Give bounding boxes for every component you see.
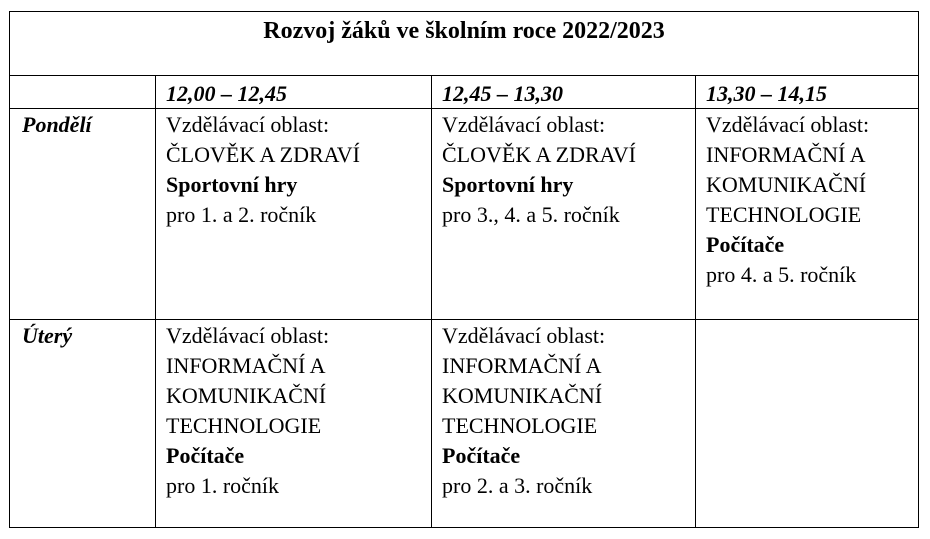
time-header-2: 12,45 – 13,30 xyxy=(442,81,563,106)
area-name: KOMUNIKAČNÍ xyxy=(166,383,327,408)
subject-name: Počítače xyxy=(166,443,245,468)
day-label-tuesday: Úterý xyxy=(22,323,73,348)
area-name: TECHNOLOGIE xyxy=(442,413,598,438)
area-name: KOMUNIKAČNÍ xyxy=(706,172,867,197)
area-name: INFORMAČNÍ A xyxy=(166,353,326,378)
day-row-divider xyxy=(10,319,918,320)
grades-text: pro 3., 4. a 5. ročník xyxy=(442,202,620,227)
lesson-cell xyxy=(442,321,605,501)
area-label: Vzdělávací oblast: xyxy=(706,112,870,137)
lesson-cell xyxy=(166,110,360,230)
table-title: Rozvoj žáků ve školním roce 2022/2023 xyxy=(10,12,918,76)
subject-name: Počítače xyxy=(706,232,785,257)
area-name: INFORMAČNÍ A xyxy=(706,142,866,167)
column-divider xyxy=(695,75,696,527)
area-name: TECHNOLOGIE xyxy=(706,202,862,227)
time-header-1: 12,00 – 12,45 xyxy=(166,81,287,106)
grades-text: pro 1. ročník xyxy=(166,473,280,498)
area-name: INFORMAČNÍ A xyxy=(442,353,602,378)
area-label: Vzdělávací oblast: xyxy=(166,112,330,137)
area-label: Vzdělávací oblast: xyxy=(442,112,606,137)
subject-name: Sportovní hry xyxy=(442,172,574,197)
lesson-cell xyxy=(706,110,869,290)
subject-name: Sportovní hry xyxy=(166,172,298,197)
grades-text: pro 2. a 3. ročník xyxy=(442,473,593,498)
area-label: Vzdělávací oblast: xyxy=(166,323,330,348)
day-label-monday: Pondělí xyxy=(22,112,92,137)
column-divider xyxy=(155,75,156,527)
grades-text: pro 1. a 2. ročník xyxy=(166,202,317,227)
time-header-3: 13,30 – 14,15 xyxy=(706,81,827,106)
area-name: ČLOVĚK A ZDRAVÍ xyxy=(166,142,360,167)
subject-name: Počítače xyxy=(442,443,521,468)
grades-text: pro 4. a 5. ročník xyxy=(706,262,857,287)
area-name: TECHNOLOGIE xyxy=(166,413,322,438)
area-name: KOMUNIKAČNÍ xyxy=(442,383,603,408)
schedule-table xyxy=(9,11,919,528)
column-divider xyxy=(431,75,432,527)
lesson-cell xyxy=(166,321,329,501)
area-label: Vzdělávací oblast: xyxy=(442,323,606,348)
area-name: ČLOVĚK A ZDRAVÍ xyxy=(442,142,636,167)
lesson-cell xyxy=(442,110,636,230)
